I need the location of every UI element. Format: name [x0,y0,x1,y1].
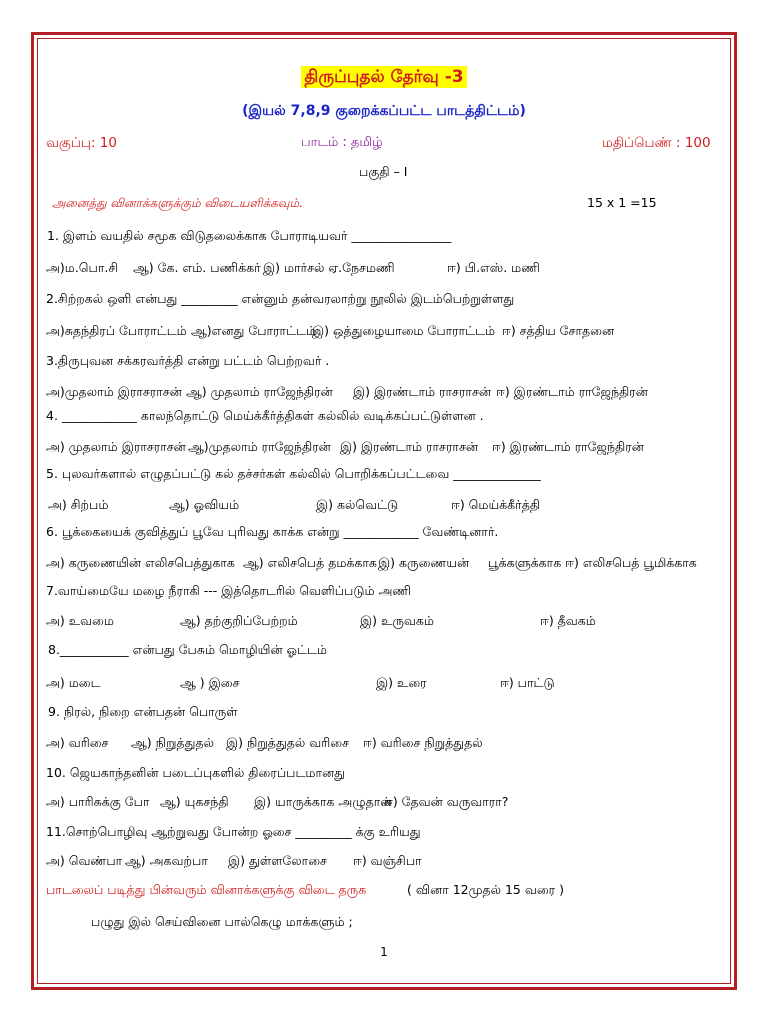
question-3-option-a: அ)முதலாம் இராசராசன் [46,384,182,399]
question-9: 9. நிரல், நிறை என்பதன் பொருள் [48,704,238,719]
question-3-option-d: ஈ) இரண்டாம் ராஜேந்திரன் [496,384,648,399]
passage-range: ( வினா 12முதல் 15 வரை ) [407,882,564,897]
exam-subtitle: (இயல் 7,8,9 குறைக்கப்பட்ட பாடத்திட்டம்) [242,103,526,119]
question-4-option-d: ஈ) இரண்டாம் ராஜேந்திரன் [492,439,644,454]
question-11: 11.சொற்பொழிவு ஆற்றுவது போன்ற ஓசை _________ க்கு உரியது [46,824,421,839]
exam-title: திருப்புதல் தேர்வு -3 [301,66,466,88]
section-label: பகுதி – I [359,164,408,179]
question-8-option-b: ஆ ) இசை [180,675,240,690]
question-3-option-b: ஆ) முதலாம் ராஜேந்திரன் [186,384,333,399]
question-7: 7.வாய்மையே மழை நீராகி --- இத்தொடரில் வெளிப்படும் அணி [46,583,412,598]
class-label: வகுப்பு: 10 [46,135,117,151]
question-11-option-a: அ) வெண்பா [46,853,123,868]
question-7-option-c: இ) உருவகம் [360,613,434,628]
question-4-option-c: இ) இரண்டாம் ராசராசன் [340,439,478,454]
question-2-option-d: ஈ) சத்திய சோதனை [502,323,615,338]
question-3-option-c: இ) இரண்டாம் ராசராசன் [353,384,491,399]
question-1-option-d: ஈ) பி.எஸ். மணி [447,260,540,275]
question-10-option-b: ஆ) யுகசந்தி [160,794,229,809]
question-8: 8.___________ என்பது பேசும் மொழியின் ஓட்டம் [48,642,327,657]
passage-instruction: பாடலைப் படித்து பின்வரும் வினாக்களுக்கு விடை தருக [46,882,367,897]
passage-line-1: பழுது இல் செய்வினை பால்கெழு மாக்களும் ; [91,914,353,929]
question-4-option-b: ஆ)முதலாம் ராஜேந்திரன் [188,439,331,454]
question-1-option-a: அ)ம.பொ.சி [46,260,119,275]
subject-label: பாடம் : தமிழ் [301,135,383,150]
question-7-option-b: ஆ) தற்குறிப்பேற்றம் [180,613,298,628]
question-10-option-c: இ) யாருக்காக அழுதான் [254,794,393,809]
question-10-option-d: ஈ) தேவன் வருவாரா? [384,794,509,809]
question-9-option-a: அ) வரிசை [46,735,109,750]
question-6-option-d: பூக்களுக்காக ஈ) எலிசபெத் பூமிக்காக [488,555,697,570]
question-5-option-d: ஈ) மெய்க்கீர்த்தி [451,497,541,512]
question-8-option-a: அ) மடை [46,675,101,690]
question-6-option-a: அ) கருணையின் எலிசபெத்துகாக [46,555,235,570]
question-8-option-d: ஈ) பாட்டு [500,675,555,690]
question-10: 10. ஜெயகாந்தனின் படைப்புகளில் திரைப்படமானது [46,765,345,780]
question-9-option-b: ஆ) நிறுத்துதல் [131,735,214,750]
question-2-option-a: அ)சுதந்திரப் போராட்டம் [46,323,187,338]
question-1: 1. இளம் வயதில் சமூக விடுதலைக்காக போராடியவர் ________________ [47,228,452,243]
question-8-option-c: இ) உரை [376,675,427,690]
question-6-option-c: இ) கருணையன் [378,555,470,570]
question-5-option-b: ஆ) ஓவியம் [169,497,240,512]
question-11-option-b: ஆ) அகவற்பா [125,853,208,868]
question-11-option-d: ஈ) வஞ்சிபா [353,853,422,868]
question-11-option-c: இ) துள்ளலோசை [228,853,327,868]
question-7-option-d: ஈ) தீவகம் [540,613,596,628]
instruction-text: அனைத்து வினாக்களுக்கும் விடையளிக்கவும். [52,196,303,210]
marks-label: மதிப்பெண் : 100 [602,135,711,151]
question-3: 3.திருபுவன சக்கரவர்த்தி என்று பட்டம் பெற்றவர் . [46,353,330,368]
question-2: 2.சிற்றகல் ஒளி என்பது _________ என்னும் தன்வரலாற்று நூலில் இடம்பெற்றுள்ளது [46,291,515,306]
page-number: 1 [380,945,388,959]
question-2-option-b: ஆ)எனது போராட்டம் [191,323,317,338]
score-text: 15 x 1 =15 [587,195,657,210]
question-9-option-d: ஈ) வரிசை நிறுத்துதல் [363,735,483,750]
question-9-option-c: இ) நிறுத்துதல் வரிசை [226,735,349,750]
question-2-option-c: இ) ஒத்துழையாமை போராட்டம் [312,323,496,338]
question-5-option-c: இ) கல்வெட்டு [316,497,399,512]
question-7-option-a: அ) உவமை [46,613,114,628]
question-6: 6. பூக்கையைக் குவித்துப் பூவே புரிவது காக்க என்று ____________ வேண்டினார். [46,524,499,539]
question-6-option-b: ஆ) எலிசபெத் தமக்காக [243,555,377,570]
question-1-option-b: ஆ) கே. எம். பணிக்கர் [133,260,261,275]
question-5-option-a: அ) சிற்பம் [48,497,109,512]
question-5: 5. புலவர்களால் எழுதப்பட்டு கல் தச்சர்கள் கல்லில் பொறிக்கப்பட்டவை ______________ [46,466,541,481]
question-1-option-c: இ) மார்சல் ஏ.நேசமணி [263,260,395,275]
title-wrap [0,66,768,88]
question-10-option-a: அ) பாரிசுக்கு போ [46,794,150,809]
question-4: 4. ____________ காலந்தொட்டு மெய்க்கீர்த்திகள் கல்லில் வடிக்கப்பட்டுள்ளன . [46,408,484,423]
question-4-option-a: அ) முதலாம் இராசராசன் [46,439,186,454]
